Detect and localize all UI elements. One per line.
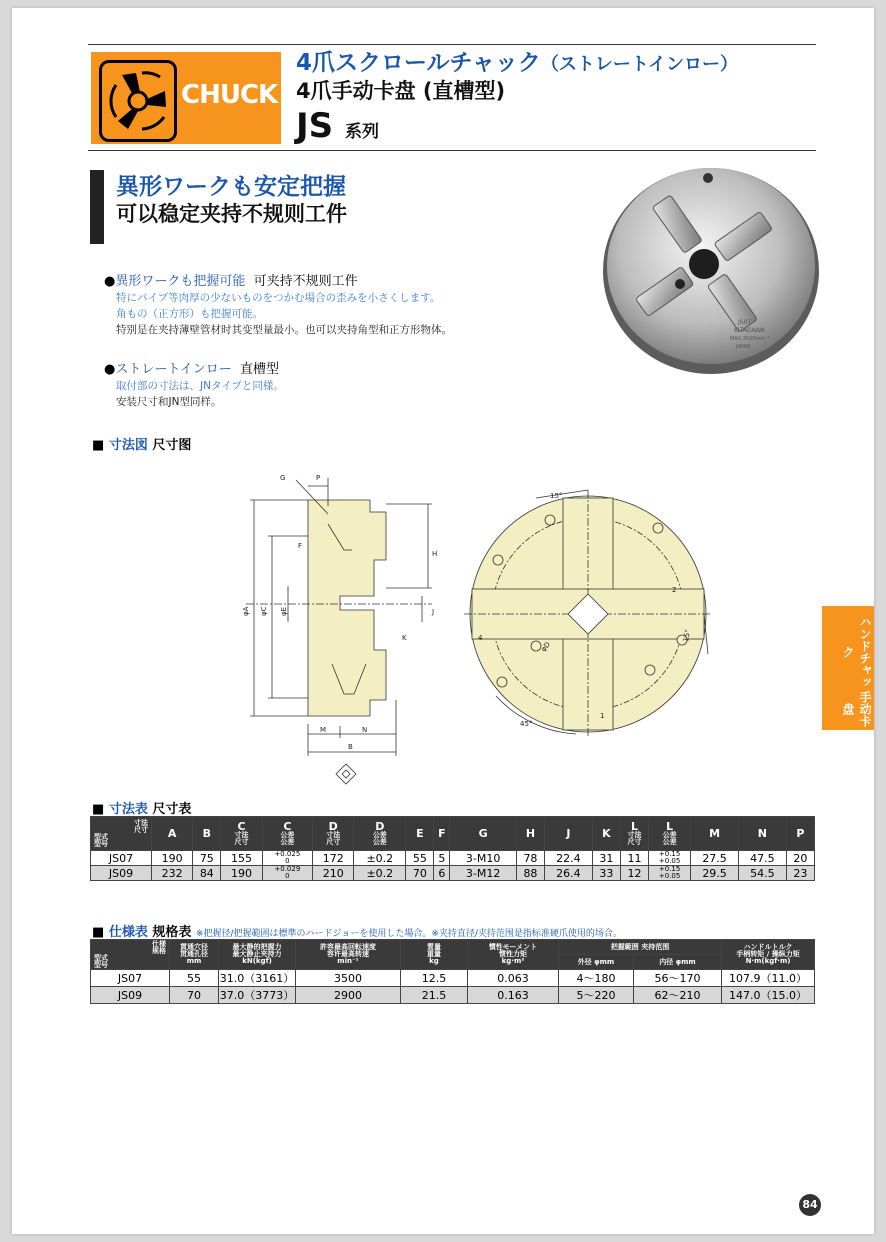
cell-ltol-upper: +0.15	[658, 850, 681, 858]
col-h: H	[516, 817, 544, 851]
cell-k: 31	[592, 851, 620, 866]
col-ltol-main: L	[666, 819, 674, 833]
col-inertia	[468, 940, 559, 970]
cell-dtol: ±0.2	[354, 851, 406, 866]
col-ltol-sub: 公差	[662, 830, 677, 839]
cell-h: 88	[516, 866, 544, 881]
cell-h: 78	[516, 851, 544, 866]
page-number: 84	[799, 1194, 821, 1216]
section-specs-cn: 规格表	[152, 925, 192, 940]
label-a: φA	[242, 606, 250, 616]
label-15deg-right: 15°	[682, 628, 693, 643]
product-photo	[600, 160, 822, 382]
col-l-main: L	[630, 819, 638, 833]
spec-table	[90, 939, 815, 1004]
label-15deg-top: 15°	[550, 492, 563, 500]
corner-bottom2: 型号	[94, 839, 108, 848]
cell-bore: 55	[170, 970, 219, 987]
table-row	[91, 866, 815, 881]
col-dtol-main: D	[375, 819, 385, 833]
section-drawing-heading	[92, 434, 191, 453]
side-tab-line2: 手动卡盘	[841, 691, 872, 728]
cell-k: 33	[592, 866, 620, 881]
corner-bottom2: 型号	[94, 960, 108, 969]
col-e: E	[406, 817, 434, 851]
subtitle-jp: 異形ワークも安定把握	[116, 174, 346, 200]
section-dims-heading	[92, 798, 191, 817]
cell-model: JS07	[91, 970, 170, 987]
h-force-jp: 最大静的把握力	[232, 943, 282, 951]
cell-f: 5	[434, 851, 450, 866]
cell-p: 23	[786, 866, 814, 881]
cell-model: JS07	[91, 851, 152, 866]
cell-mass: 21.5	[401, 987, 468, 1004]
cell-p: 20	[786, 851, 814, 866]
col-ctol-sub: 公差	[280, 830, 295, 839]
cell-ltol	[649, 851, 691, 866]
h-force-cn: 最大静止夹持力	[232, 950, 282, 958]
col-m: M	[691, 817, 739, 851]
h-speed-cn: 容许最高转速	[327, 950, 369, 958]
col-l-sub2: 尺寸	[627, 837, 642, 846]
feature-1-cn: 可夹持不规则工件	[253, 274, 358, 289]
col-dtol-sub2: 公差	[372, 837, 387, 846]
h-inertia-cn: 惯性力矩	[499, 950, 527, 958]
label-n4: 4	[478, 634, 483, 642]
corner-top: 寸法	[134, 818, 148, 827]
h-outer-unit: φmm	[594, 957, 615, 966]
label-n2: 2	[672, 586, 677, 594]
feature-1-desc-cn: 特别是在夹持薄壁管材时其变型量最小。也可以夹持角型和正方形物体。	[116, 324, 452, 336]
col-l-sub: 寸法	[627, 830, 642, 839]
cell-j: 22.4	[545, 851, 593, 866]
h-inner-unit: φmm	[675, 957, 696, 966]
side-tab-line1: ハンドチャック	[841, 616, 872, 689]
catalog-page	[12, 8, 874, 1234]
label-n: N	[362, 726, 368, 734]
section-mark: ■	[92, 438, 105, 453]
h-torque-jp: ハンドルトルク	[743, 943, 793, 951]
label-m: M	[320, 726, 327, 734]
cell-l: 11	[620, 851, 648, 866]
h-bore-jp: 貫通穴径	[180, 943, 208, 951]
subtitle-bar	[90, 170, 104, 244]
cell-g: 3-M12	[450, 866, 517, 881]
col-ltol-sub2: 公差	[662, 837, 677, 846]
col-k: K	[592, 817, 620, 851]
dimension-table	[90, 816, 815, 881]
col-d-sub2: 尺寸	[326, 837, 341, 846]
cell-e: 55	[406, 851, 434, 866]
h-force-unit: kN(kgf)	[242, 957, 272, 965]
col-n: N	[738, 817, 786, 851]
corner-bottom: 型式	[94, 832, 108, 841]
cell-ctol-upper: +0.025	[274, 850, 301, 858]
section-dims-jp: 寸法表	[108, 802, 148, 817]
table-row	[91, 970, 815, 987]
title-jp	[296, 44, 738, 77]
col-bore	[170, 940, 219, 970]
section-specs-note: ※把握径/把握範囲は標準のハードジョーを使用した場合。※夹持直径/夹持范围是指标准硬爪使用的场合。	[195, 929, 622, 939]
cell-ctol	[262, 851, 312, 866]
col-c-tol	[262, 817, 312, 851]
section-specs-heading	[92, 921, 622, 940]
cell-b: 84	[193, 866, 221, 881]
section-drawing-jp: 寸法図	[108, 438, 148, 453]
h-mass-unit: kg	[429, 957, 439, 965]
h-speed-jp: 許容最高回転速度	[320, 943, 376, 951]
table-row	[91, 987, 815, 1004]
h-torque-cn: 手柄转矩 / 操纵力矩	[736, 950, 800, 958]
specs-corner	[91, 940, 170, 970]
feature-1	[104, 274, 452, 338]
col-d-sub: 寸法	[326, 830, 341, 839]
corner-top2: 规格	[152, 946, 166, 955]
series-suffix: 系列	[344, 122, 379, 142]
cell-force: 31.0（3161）	[219, 970, 296, 987]
chuck-icon	[99, 60, 177, 142]
col-p: P	[786, 817, 814, 851]
cell-e: 70	[406, 866, 434, 881]
feature-1-heading	[104, 274, 452, 290]
h-outer: 外径	[577, 957, 592, 966]
side-tab-label	[822, 616, 874, 730]
col-c-sub: 寸法	[234, 830, 249, 839]
col-outer	[559, 955, 634, 970]
cell-ctol-upper: +0.029	[274, 865, 301, 873]
col-g: G	[450, 817, 517, 851]
cell-outer: 4～180	[559, 970, 634, 987]
feature-2	[104, 362, 284, 410]
label-c: φC	[260, 606, 268, 616]
cell-d: 172	[313, 851, 354, 866]
section-specs-jp: 仕様表	[108, 925, 148, 940]
col-j: J	[545, 817, 593, 851]
cell-n: 47.5	[738, 851, 786, 866]
label-45deg: 45°	[520, 720, 533, 728]
chuck-logo	[91, 52, 281, 144]
logo-text: CHUCK	[181, 80, 278, 110]
feature-1-desc-jp-1: 特にパイプ等肉厚の少ないものをつかむ場合の歪みを小さくします。	[116, 292, 441, 304]
cell-ltol-lower: +0.05	[658, 857, 681, 865]
cell-outer: 5～220	[559, 987, 634, 1004]
cell-ltol	[649, 866, 691, 881]
cell-c: 190	[221, 866, 262, 881]
photo-max: MAX.3500min⁻¹	[730, 336, 770, 342]
cell-c: 155	[221, 851, 262, 866]
col-ctol-main: C	[283, 819, 292, 833]
col-range: 把握範囲 夹持范围	[559, 940, 722, 955]
dimension-drawing	[236, 464, 726, 800]
col-c-main: C	[237, 819, 246, 833]
feature-2-cn: 直槽型	[239, 362, 279, 377]
h-inertia-jp: 慣性モーメント	[488, 943, 538, 951]
col-b: B	[193, 817, 221, 851]
cell-ltol-upper: +0.15	[658, 865, 681, 873]
col-c-sub2: 尺寸	[234, 837, 249, 846]
section-dims-cn: 尺寸表	[152, 802, 192, 817]
label-j: J	[432, 608, 435, 616]
label-n1: 1	[600, 712, 605, 720]
cell-f: 6	[434, 866, 450, 881]
cell-a: 232	[152, 866, 193, 881]
cell-m: 27.5	[691, 851, 739, 866]
cell-inertia: 0.163	[468, 987, 559, 1004]
col-ctol-sub2: 公差	[280, 837, 295, 846]
cell-dtol: ±0.2	[354, 866, 406, 881]
h-mass-cn: 重量	[427, 950, 441, 958]
bullet: ●	[104, 362, 116, 377]
photo-model: JS07	[738, 319, 752, 326]
h-bore-unit: mm	[186, 957, 202, 965]
side-tab-hand-chuck[interactable]	[822, 606, 874, 730]
cell-m: 29.5	[691, 866, 739, 881]
label-b: B	[348, 743, 353, 751]
label-d: φD	[539, 640, 552, 654]
cell-torque: 107.9（11.0）	[722, 970, 815, 987]
h-torque-unit: N·m(kgf·m)	[745, 957, 791, 965]
h-inertia-unit: kg·m²	[501, 957, 525, 965]
col-dtol-sub: 公差	[372, 830, 387, 839]
col-inner	[633, 955, 721, 970]
cell-d: 210	[313, 866, 354, 881]
photo-brand: KITAGAWA	[734, 327, 766, 334]
title-jp-paren: （ストレートインロー）	[540, 54, 738, 75]
series-title	[296, 106, 379, 146]
cell-a: 190	[152, 851, 193, 866]
cell-j: 26.4	[545, 866, 593, 881]
label-e: φE	[280, 606, 288, 616]
col-l-size	[620, 817, 648, 851]
title-cn: 4爪手动卡盘 (直槽型)	[296, 79, 506, 103]
cell-ctol-lower: 0	[285, 857, 290, 865]
feature-2-jp: ストレートインロー	[115, 362, 232, 377]
col-d-size	[313, 817, 354, 851]
cell-g: 3-M10	[450, 851, 517, 866]
cell-l: 12	[620, 866, 648, 881]
cell-force: 37.0（3773）	[219, 987, 296, 1004]
col-c-size	[221, 817, 262, 851]
subtitle-cn: 可以稳定夹持不规则工件	[116, 202, 347, 226]
table-row	[91, 851, 815, 866]
cell-ltol-lower: +0.05	[658, 872, 681, 880]
section-drawing-cn: 尺寸图	[152, 438, 192, 453]
section-mark: ■	[92, 802, 105, 817]
label-p: P	[316, 474, 321, 482]
cell-ctol-lower: 0	[285, 872, 290, 880]
feature-1-desc-jp-2: 角もの（正方形）も把握可能。	[116, 308, 263, 320]
h-inner: 内径	[659, 957, 674, 966]
title-jp-main: 4爪スクロールチャック	[296, 50, 541, 76]
label-g: G	[280, 474, 286, 482]
cell-ctol	[262, 866, 312, 881]
cell-inner: 56～170	[633, 970, 721, 987]
feature-1-jp: 異形ワークも把握可能	[115, 274, 246, 289]
cell-inner: 62～210	[633, 987, 721, 1004]
feature-2-desc-jp: 取付部の寸法は、JNタイプと同様。	[116, 380, 284, 392]
cell-b: 75	[193, 851, 221, 866]
dims-corner	[91, 817, 152, 851]
col-force	[219, 940, 296, 970]
cell-bore: 70	[170, 987, 219, 1004]
h-bore-cn: 贯通孔径	[180, 950, 208, 958]
corner-top2: 尺寸	[134, 825, 148, 834]
feature-2-desc-cn: 安装尺寸和JN型同样。	[116, 396, 222, 408]
col-f: F	[434, 817, 450, 851]
col-l-tol	[649, 817, 691, 851]
series-code: JS	[296, 106, 334, 146]
bullet: ●	[104, 274, 116, 289]
header-bottom-rule	[88, 150, 816, 151]
photo-country: JAPAN	[736, 344, 751, 350]
cell-speed: 2900	[296, 987, 401, 1004]
label-h: H	[432, 550, 438, 558]
corner-top: 仕様	[152, 939, 166, 948]
label-k: K	[402, 634, 407, 642]
cell-mass: 12.5	[401, 970, 468, 987]
col-mass	[401, 940, 468, 970]
cell-torque: 147.0（15.0）	[722, 987, 815, 1004]
cell-speed: 3500	[296, 970, 401, 987]
corner-bottom: 型式	[94, 953, 108, 962]
label-f: F	[298, 542, 303, 550]
cell-n: 54.5	[738, 866, 786, 881]
feature-2-heading	[104, 362, 284, 378]
cell-model: JS09	[91, 987, 170, 1004]
section-mark: ■	[92, 925, 105, 940]
cell-model: JS09	[91, 866, 152, 881]
h-mass-jp: 質量	[427, 943, 441, 951]
col-d-tol	[354, 817, 406, 851]
cell-inertia: 0.063	[468, 970, 559, 987]
col-d-main: D	[328, 819, 338, 833]
col-speed	[296, 940, 401, 970]
col-a: A	[152, 817, 193, 851]
h-speed-unit: min⁻¹	[337, 957, 359, 965]
col-torque	[722, 940, 815, 970]
